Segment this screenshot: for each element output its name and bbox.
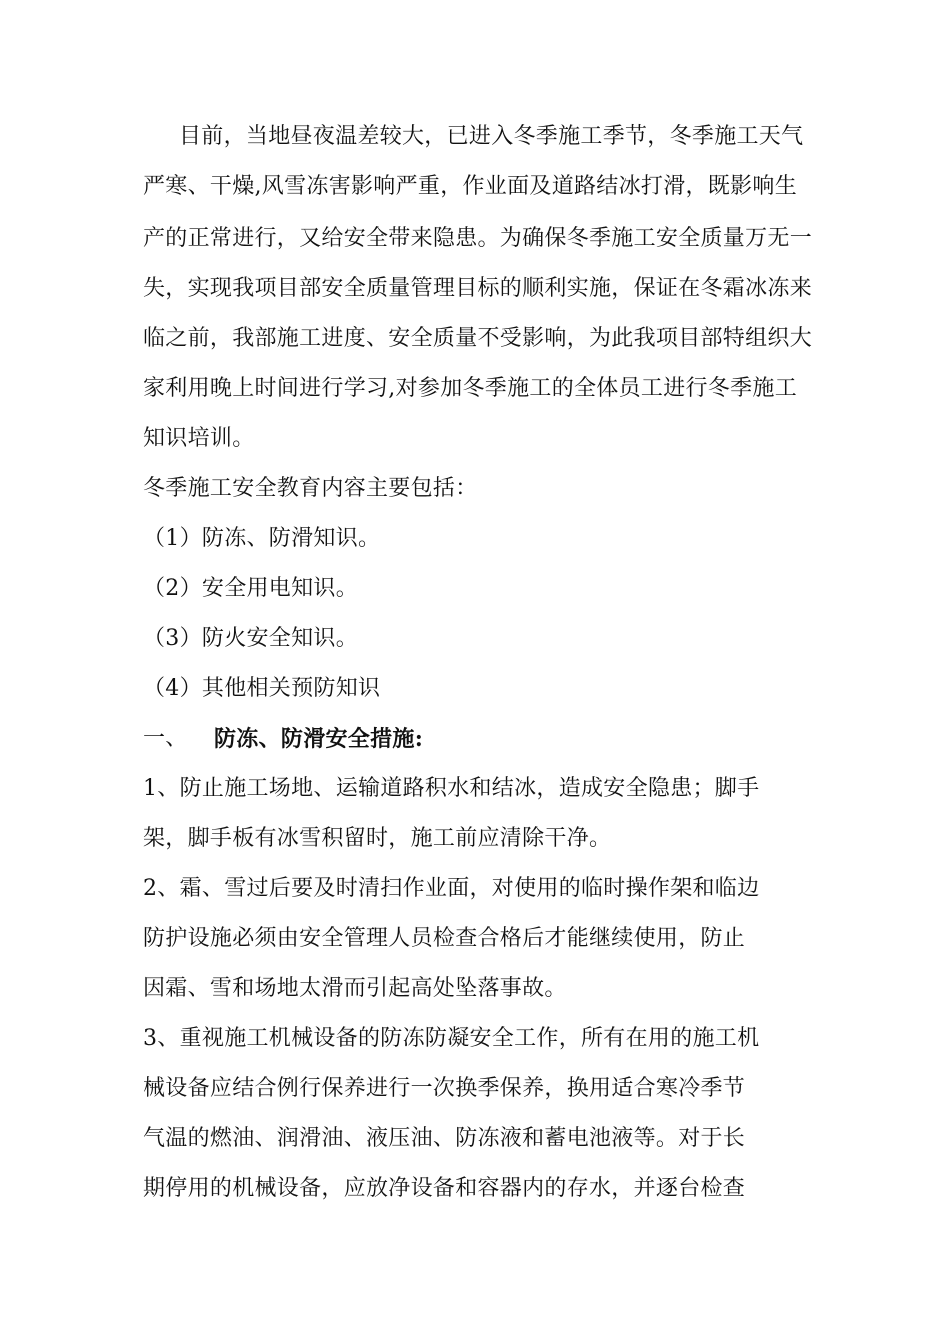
measure-line-6: 3、重视施工机械设备的防冻防凝安全工作，所有在用的施工机: [143, 1026, 760, 1051]
intro-line-6: 家利用晚上时间进行学习,对参加冬季施工的全体员工进行冬季施工: [143, 376, 797, 401]
measure-line-1: 1、防止施工场地、运输道路积水和结冰，造成安全隐患；脚手: [143, 776, 760, 801]
measure-line-7: 械设备应结合例行保养进行一次换季保养，换用适合寒冷季节: [143, 1076, 746, 1101]
section-title: 防冻、防滑安全措施:: [214, 726, 424, 752]
content-item-2: （2）安全用电知识。: [143, 576, 358, 601]
measure-line-4: 防护设施必须由安全管理人员检查合格后才能继续使用，防止: [143, 926, 746, 951]
measure-line-9: 期停用的机械设备，应放净设备和容器内的存水，并逐台检查: [143, 1176, 746, 1201]
intro-line-5: 临之前，我部施工进度、安全质量不受影响，为此我项目部特组织大: [143, 326, 813, 351]
intro-line-7: 知识培训。: [143, 426, 255, 451]
measure-line-8: 气温的燃油、润滑油、液压油、防冻液和蓄电池液等。对于长: [143, 1126, 746, 1151]
content-item-1: （1）防冻、防滑知识。: [143, 526, 381, 551]
measure-line-5: 因霜、雪和场地太滑而引起高处坠落事故。: [143, 976, 567, 1001]
content-intro: 冬季施工安全教育内容主要包括：: [143, 476, 478, 501]
section-number: 一、: [143, 726, 188, 751]
content-item-3: （3）防火安全知识。: [143, 626, 358, 651]
intro-line-1: 目前，当地昼夜温差较大，已进入冬季施工季节，冬季施工天气: [179, 124, 804, 149]
measure-line-3: 2、霜、雪过后要及时清扫作业面，对使用的临时操作架和临边: [143, 876, 760, 901]
measure-line-2: 架，脚手板有冰雪积留时，施工前应清除干净。: [143, 826, 612, 851]
intro-line-4: 失，实现我项目部安全质量管理目标的顺利实施，保证在冬霜冰冻来: [143, 276, 813, 301]
intro-line-2: 严寒、干燥,风雪冻害影响严重，作业面及道路结冰打滑，既影响生: [143, 174, 797, 199]
intro-line-3: 产的正常进行，又给安全带来隐患。为确保冬季施工安全质量万无一: [143, 226, 813, 251]
content-item-4: （4）其他相关预防知识: [143, 676, 381, 701]
